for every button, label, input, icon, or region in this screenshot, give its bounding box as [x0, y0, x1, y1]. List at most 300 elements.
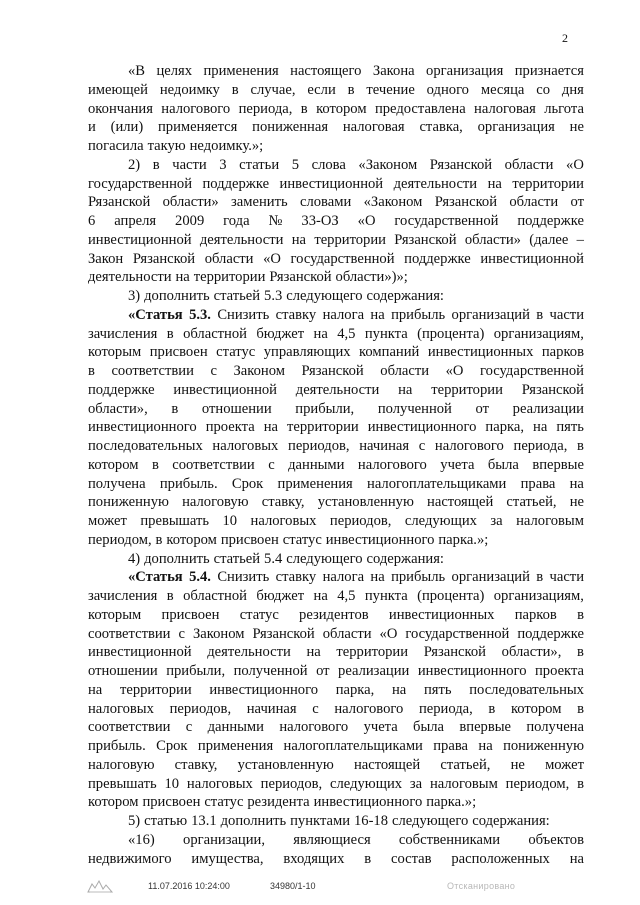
text-word: налога — [322, 569, 365, 586]
text-word: которым — [88, 344, 142, 361]
text-word: полученной — [377, 400, 452, 417]
text-word: в — [300, 100, 308, 117]
text-word: следующих — [330, 775, 403, 792]
text-line — [88, 212, 584, 231]
text-line — [88, 756, 584, 775]
text-word: пониженную — [503, 738, 584, 754]
text-word: на — [487, 175, 502, 192]
text-word: инвестиционного — [88, 419, 197, 436]
text-word: парков — [541, 344, 584, 361]
text-word: на — [398, 381, 413, 398]
text-word: пять — [556, 419, 584, 436]
text-word: налога — [322, 306, 365, 323]
text-word: на — [306, 644, 321, 661]
footer-date: 11.07.2016 10:24:00 — [148, 881, 230, 891]
text-line — [88, 137, 584, 156]
text-word: организаций — [451, 306, 530, 323]
text-word: территории — [193, 269, 266, 286]
text-word: деятельности — [199, 231, 284, 248]
text-word: на — [392, 681, 407, 698]
text-word: Законом — [192, 625, 245, 642]
text-word: проекта — [205, 419, 255, 436]
text-line — [88, 306, 584, 325]
text-word: государственной — [405, 625, 510, 642]
text-word: словами — [300, 194, 352, 211]
text-word: получена — [88, 475, 146, 492]
text-word: расположенных — [451, 850, 550, 867]
text-word: имущества, — [191, 850, 264, 867]
text-word: на — [569, 475, 584, 492]
text-word: 13.1 — [191, 813, 217, 829]
text-line — [88, 231, 584, 250]
text-word: данными — [207, 719, 264, 736]
text-line — [88, 118, 584, 137]
text-word: статьей — [213, 550, 261, 567]
text-word: за — [490, 513, 503, 529]
text-word: территории — [287, 419, 359, 436]
text-word: входящих — [283, 850, 345, 867]
text-word: котором — [88, 794, 139, 811]
text-word: 5.3. — [189, 306, 211, 323]
text-word: «Законом — [363, 194, 423, 211]
text-word: отношении — [88, 663, 158, 679]
text-word: апреля — [114, 213, 157, 229]
text-word: имеющей — [88, 81, 148, 98]
text-word: Рязанской — [88, 194, 151, 211]
text-word: соответствии — [111, 363, 194, 379]
text-word: парка.»; — [438, 531, 489, 548]
text-word: проекта — [534, 663, 584, 679]
text-word: присвоен — [161, 606, 220, 623]
text-word: деятельности — [393, 175, 478, 192]
text-word: прибыли, — [295, 400, 355, 417]
footer-doc-number: 34980/1-10 — [270, 881, 316, 891]
text-line — [88, 193, 584, 212]
text-word: начиная — [246, 700, 297, 717]
text-word: государственной — [394, 213, 499, 229]
text-word: налогового — [279, 719, 349, 736]
text-word: территории — [336, 644, 409, 661]
text-word: инвестиционной — [88, 231, 192, 248]
text-word: резидента — [247, 794, 310, 811]
text-word: содержания: — [366, 288, 444, 304]
text-word: на — [370, 569, 385, 586]
text-word: настоящей — [353, 756, 421, 773]
text-line — [88, 587, 584, 606]
text-word: со — [536, 81, 551, 98]
text-word: статьей — [213, 288, 261, 304]
text-word: льгота — [544, 100, 584, 117]
text-line — [88, 437, 584, 456]
text-word: инвестиционной — [88, 644, 192, 661]
text-word: последовательных — [469, 681, 584, 698]
text-line — [88, 400, 584, 419]
text-word: Закон — [88, 250, 124, 267]
text-word: от — [475, 400, 489, 417]
text-word: котором — [510, 700, 562, 717]
text-word: являющиеся — [293, 831, 371, 848]
text-line — [88, 512, 584, 531]
text-line — [88, 418, 584, 437]
text-word: содержания: — [472, 813, 550, 829]
text-word: следующих — [404, 513, 477, 529]
text-word: «О — [263, 250, 281, 267]
text-word: (или) — [110, 119, 144, 136]
text-word: инвестиционного — [325, 531, 435, 548]
text-word: на — [291, 231, 307, 248]
text-word: пунктами — [290, 813, 351, 829]
text-word: впервые — [532, 456, 584, 473]
text-word: области» — [464, 231, 521, 248]
text-word: «16) — [128, 831, 155, 848]
text-word: налогового — [161, 100, 231, 117]
text-word: права — [520, 475, 556, 492]
text-word: в — [166, 588, 174, 604]
text-word: «О — [379, 625, 398, 642]
text-word: организациям, — [493, 588, 584, 604]
text-word: инвестиционного — [417, 663, 527, 679]
text-line — [88, 81, 584, 100]
text-word: применяется — [158, 119, 238, 136]
text-line — [88, 287, 584, 306]
text-word: в — [166, 325, 174, 342]
text-word: за — [409, 775, 423, 792]
text-word: на — [313, 325, 328, 342]
text-word: ставку, — [174, 756, 218, 773]
text-word: признается — [514, 63, 584, 79]
text-word: «В — [128, 63, 146, 79]
text-word: территории — [314, 231, 386, 248]
text-word: 2009 — [175, 213, 205, 229]
text-word: периодов, — [288, 438, 350, 454]
text-line — [88, 268, 584, 287]
text-word: может — [88, 513, 127, 529]
text-word: присвоен — [149, 344, 208, 361]
text-word: заменить — [231, 194, 288, 211]
text-word: ставку, — [261, 494, 305, 511]
text-word: налогоплательщиками — [283, 738, 423, 754]
text-word: парка, — [335, 681, 375, 698]
text-word: налоговых — [212, 438, 279, 454]
text-word: пониженную — [88, 494, 169, 511]
text-word: – — [576, 231, 584, 248]
text-word: периодов, — [169, 700, 232, 717]
text-word: части — [549, 306, 584, 323]
text-word: налогового — [334, 700, 404, 717]
text-word: в — [231, 81, 239, 98]
text-word: зачисления — [88, 588, 158, 604]
text-word: части — [172, 156, 207, 173]
text-word: 6 — [88, 213, 96, 229]
text-word: на — [569, 850, 584, 867]
text-word: периодов, — [260, 775, 323, 792]
text-word: прибыль — [391, 569, 446, 586]
text-word: периода, — [513, 438, 568, 454]
text-word: налогового — [357, 456, 427, 473]
text-word: следующего — [286, 288, 363, 304]
text-word: инвестиционной — [480, 250, 584, 267]
text-word: с — [178, 625, 185, 642]
text-word: погасила — [88, 138, 144, 154]
text-word: налоговую — [182, 494, 249, 511]
document-body — [88, 62, 584, 868]
text-word: может — [545, 756, 584, 773]
text-word: на — [478, 738, 493, 754]
text-word: ставку — [275, 306, 317, 323]
text-word: года — [223, 213, 250, 229]
text-word: превышать — [140, 513, 210, 529]
text-word: Срок — [231, 475, 264, 492]
text-word: соответствии — [172, 456, 255, 473]
text-word: состав — [390, 850, 432, 867]
text-word: области», — [88, 400, 148, 417]
text-word: дополнить — [220, 813, 287, 829]
text-word: если — [307, 81, 336, 98]
text-word: части — [549, 569, 584, 586]
text-word: инвестиционной — [173, 381, 277, 398]
text-line — [88, 362, 584, 381]
text-line — [88, 793, 584, 812]
text-word: в — [152, 156, 160, 173]
text-word: 5.3 — [264, 288, 283, 304]
text-word: прибыли, — [166, 663, 226, 679]
text-word: применения — [203, 63, 279, 79]
text-word: на — [88, 681, 103, 698]
text-word: области»)»; — [335, 269, 408, 286]
text-word: в — [171, 400, 179, 417]
text-word: в — [577, 775, 584, 792]
text-word: организации, — [183, 831, 266, 848]
text-word: налоговым — [516, 513, 584, 529]
text-word: в — [577, 700, 584, 717]
text-word: недоимку.»; — [189, 138, 264, 154]
text-word: периодом, — [88, 531, 152, 548]
text-word: присвоен — [142, 794, 201, 811]
text-word: котором — [316, 100, 367, 117]
text-word: бюджет — [256, 325, 305, 342]
text-word: области — [322, 625, 372, 642]
text-word: бюджет — [256, 588, 305, 604]
text-word: «Законом — [358, 156, 418, 173]
text-word: Закона — [372, 63, 415, 79]
text-word: случае, — [250, 81, 296, 98]
text-word: Рязанской — [269, 269, 332, 286]
text-word: Законом — [233, 363, 285, 379]
text-word: (процента) — [417, 588, 485, 604]
footer-watermark: Отсканировано — [447, 881, 516, 891]
text-word: областной — [183, 588, 247, 604]
text-word: территории — [512, 175, 584, 192]
text-word: областной — [183, 325, 247, 342]
page-number: 2 — [562, 31, 568, 45]
text-word: парка.»; — [426, 794, 477, 811]
text-word: 4,5 — [337, 325, 356, 342]
text-word: налогового — [434, 438, 504, 454]
text-word: в — [577, 606, 584, 623]
text-word: деятельности — [295, 381, 380, 398]
text-word: окончания — [88, 100, 153, 117]
text-word: установленную — [317, 494, 414, 511]
text-word: «О — [445, 363, 464, 379]
text-word: недоимку — [159, 81, 220, 98]
text-word: области» — [162, 194, 219, 211]
text-word: ставку — [275, 569, 317, 586]
text-word: поддержке — [202, 175, 270, 192]
text-word: статус — [216, 344, 256, 361]
text-word: Срок — [156, 738, 188, 754]
text-word: прибыль. — [88, 738, 146, 754]
text-line — [88, 625, 584, 644]
text-word: налогоплательщиками — [367, 475, 507, 492]
text-word: содержания: — [366, 550, 444, 567]
text-word: применения — [197, 738, 274, 754]
text-word: объектов — [528, 831, 584, 848]
text-word: соответствии — [88, 625, 171, 642]
text-word: на — [533, 419, 548, 436]
text-word: дополнить — [144, 550, 210, 567]
text-word: 5.4. — [189, 569, 211, 586]
text-word: статьей, — [440, 756, 491, 773]
text-word: поддержке — [404, 250, 471, 267]
text-word: в — [536, 569, 544, 586]
text-word: дополнить — [144, 288, 210, 304]
text-word: права — [433, 738, 469, 754]
text-line — [88, 456, 584, 475]
text-word: данными — [288, 456, 345, 473]
text-line — [88, 606, 584, 625]
text-line — [88, 493, 584, 512]
text-word: статус — [282, 531, 322, 548]
text-line — [88, 531, 584, 550]
text-word: деятельности — [88, 269, 172, 286]
text-word: следующего — [286, 550, 363, 567]
text-word: налоговая — [474, 100, 536, 117]
text-word: Рязанской — [394, 231, 457, 248]
text-word: компаний — [359, 344, 420, 361]
text-line — [88, 681, 584, 700]
text-word: на — [313, 588, 328, 604]
text-line — [88, 325, 584, 344]
text-word: реализации — [512, 400, 584, 417]
text-line — [88, 737, 584, 756]
text-line — [88, 62, 584, 81]
text-word: была — [413, 719, 445, 736]
text-line — [88, 643, 584, 662]
text-word: периодов, — [329, 513, 392, 529]
stamp-icon — [86, 878, 114, 894]
text-word: в — [88, 363, 95, 379]
text-word: «Статья — [128, 569, 183, 586]
text-line — [88, 250, 584, 269]
text-word: в — [151, 456, 159, 473]
text-line — [88, 550, 584, 569]
text-word: реализации — [338, 663, 410, 679]
text-word: налоговых — [186, 775, 253, 792]
text-word: пять — [423, 681, 452, 698]
text-word: 10 — [164, 775, 180, 792]
text-word: налоговую — [88, 756, 155, 773]
text-word: области — [204, 250, 254, 267]
text-word: парка, — [485, 419, 525, 436]
text-word: (далее — [529, 231, 569, 248]
text-word: зачисления — [88, 325, 158, 342]
text-word: котором — [166, 531, 217, 548]
text-word: периода, — [418, 700, 473, 717]
text-line — [88, 812, 584, 831]
text-word: 2) — [128, 156, 141, 173]
text-word: с — [268, 456, 275, 473]
text-word: пониженная — [252, 119, 329, 136]
text-word: организация — [426, 63, 504, 79]
text-word: «О — [566, 156, 584, 173]
text-word: последовательных — [88, 438, 203, 454]
text-word: установленную — [237, 756, 334, 773]
text-word: ставка, — [419, 119, 463, 136]
text-word: «О — [357, 213, 376, 229]
text-word: территории — [119, 681, 192, 698]
text-word: дня — [561, 81, 584, 98]
text-word: получена — [526, 719, 584, 736]
text-word: Рязанской — [252, 625, 315, 642]
text-word: Рязанской — [132, 250, 196, 267]
text-word: «Статья — [128, 306, 183, 323]
text-word: поддержке — [517, 213, 584, 229]
text-word: с — [418, 438, 426, 454]
text-word: такую — [147, 138, 186, 154]
text-word: Снизить — [217, 306, 270, 323]
text-word: 5.4 — [264, 550, 283, 567]
text-line — [88, 700, 584, 719]
text-word: не — [569, 119, 584, 136]
text-line — [88, 156, 584, 175]
text-word: одного — [426, 81, 469, 98]
text-word: с — [312, 700, 319, 717]
text-word: 5 — [291, 156, 300, 173]
text-word: инвестиционной — [279, 175, 384, 192]
text-word: в — [536, 306, 544, 323]
text-line — [88, 775, 584, 794]
text-word: инвестиционного — [367, 419, 477, 436]
text-word: предоставлена — [374, 100, 466, 117]
text-word: Рязанской — [434, 194, 498, 211]
text-word: статью — [144, 813, 188, 829]
text-line — [88, 100, 584, 119]
text-word: инвестиционных — [388, 606, 495, 623]
text-word: собственниками — [398, 831, 501, 848]
text-word: на — [175, 269, 190, 286]
text-word: налоговым — [429, 775, 498, 792]
text-word: следующего — [391, 813, 469, 829]
text-word: соответствии — [88, 719, 171, 736]
text-word: организаций — [451, 569, 530, 586]
text-word: налоговых — [250, 513, 317, 529]
text-word: настоящей — [427, 494, 494, 511]
text-word: поддержке — [517, 625, 584, 642]
text-word: в — [488, 700, 496, 717]
text-word: применения — [277, 475, 353, 492]
text-word: деятельности — [207, 644, 291, 661]
text-word: в — [347, 81, 355, 98]
text-word: не — [569, 494, 584, 511]
text-word: не — [510, 756, 525, 773]
text-word: слова — [311, 156, 346, 173]
text-word: 16-18 — [353, 813, 389, 829]
text-word: прибыль — [391, 306, 446, 323]
text-word: государственной — [479, 363, 584, 379]
text-word: в — [155, 531, 163, 548]
text-word: присвоен — [220, 531, 279, 548]
text-word: государственной — [88, 175, 193, 192]
